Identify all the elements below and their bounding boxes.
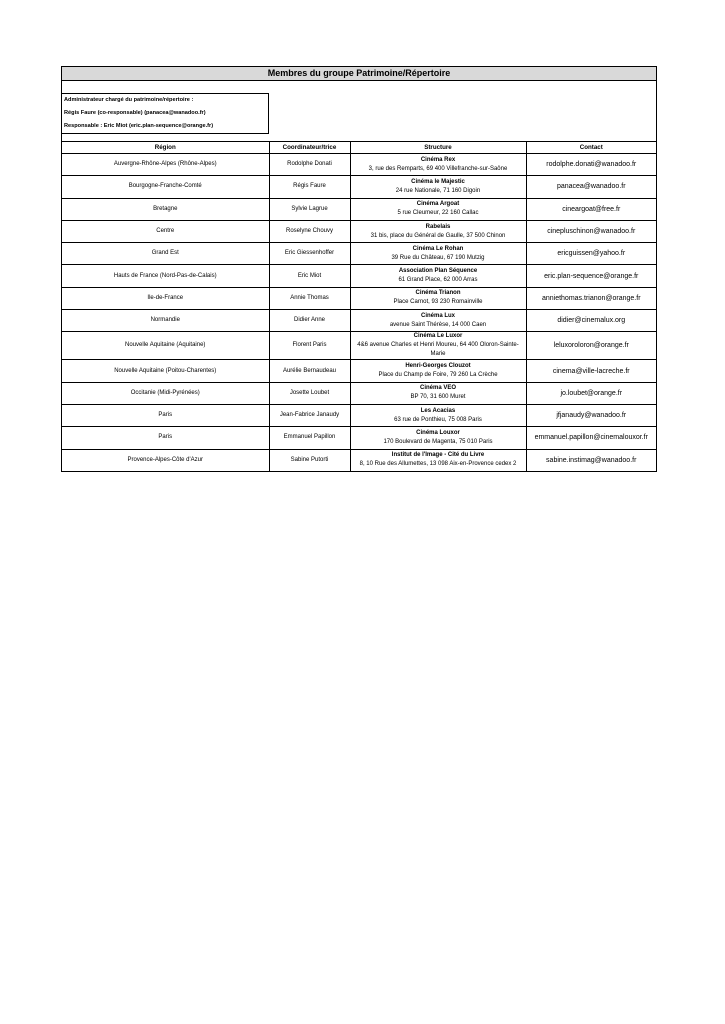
admin-area bbox=[62, 81, 656, 142]
structure-cell bbox=[350, 404, 526, 426]
region-cell: Grand Est bbox=[62, 243, 269, 265]
structure-address: avenue Saint Thérèse, 14 000 Caen bbox=[389, 321, 487, 328]
structure-name: Cinéma Louxor bbox=[416, 429, 460, 436]
contact-email[interactable]: anniethomas.trianon@orange.fr bbox=[526, 287, 656, 309]
structure-address: 3, rue des Remparts, 69 400 Villefranche-sur-Saône bbox=[368, 165, 508, 172]
table-row bbox=[62, 382, 656, 404]
contact-email[interactable]: eric.plan-sequence@orange.fr bbox=[526, 265, 656, 287]
coordinator-cell: Roselyne Chouvy bbox=[269, 220, 350, 242]
header-structure: Structure bbox=[350, 142, 526, 154]
coordinator-cell: Sabine Putorti bbox=[269, 449, 350, 471]
structure-address: Place Carnot, 93 230 Romainville bbox=[393, 299, 483, 306]
structure-cell bbox=[350, 332, 526, 360]
region-cell: Occitanie (Midi-Pyrénées) bbox=[62, 382, 269, 404]
region-cell: Normandie bbox=[62, 310, 269, 332]
structure-name: Les Acacias bbox=[420, 407, 456, 414]
table-row bbox=[62, 176, 656, 198]
structure-name: Association Plan Séquence bbox=[398, 268, 478, 275]
contact-email[interactable]: ericguissen@yahoo.fr bbox=[526, 243, 656, 265]
coordinator-cell: Emmanuel Papillon bbox=[269, 427, 350, 449]
region-cell: Centre bbox=[62, 220, 269, 242]
table-row bbox=[62, 449, 656, 471]
structure-name: Cinéma Le Rohan bbox=[412, 245, 464, 252]
contact-email[interactable]: emmanuel.papillon@cinemalouxor.fr bbox=[526, 427, 656, 449]
admin-line: Administrateur chargé du patrimoine/répertoire : bbox=[64, 97, 194, 103]
structure-address: BP 70, 31 600 Muret bbox=[410, 394, 466, 401]
structure-cell bbox=[350, 449, 526, 471]
structure-address: 63 rue de Ponthieu, 75 008 Paris bbox=[394, 416, 482, 423]
region-cell: Bourgogne-Franche-Comté bbox=[62, 176, 269, 198]
sheet-title: Membres du groupe Patrimoine/Répertoire bbox=[62, 67, 656, 81]
contact-email[interactable]: jo.loubet@orange.fr bbox=[526, 382, 656, 404]
region-cell: Auvergne-Rhône-Alpes (Rhône-Alpes) bbox=[62, 154, 269, 176]
structure-cell bbox=[350, 198, 526, 220]
coordinator-cell: Didier Anne bbox=[269, 310, 350, 332]
table-row bbox=[62, 243, 656, 265]
structure-name: Cinéma Trianon bbox=[415, 290, 461, 297]
region-cell: Ile-de-France bbox=[62, 287, 269, 309]
structure-address: 4&6 avenue Charles et Henri Moureu, 64 400 Oloron-Sainte-Marie bbox=[357, 342, 519, 358]
contact-email[interactable]: cinema@ville-lacreche.fr bbox=[526, 360, 656, 382]
structure-name: Rabelais bbox=[425, 223, 451, 230]
admin-line: Régis Faure (co-responsable) (panacea@wanadoo.fr) bbox=[64, 110, 206, 116]
header-coordinator: Coordinateur/trice bbox=[269, 142, 350, 154]
structure-cell bbox=[350, 220, 526, 242]
table-row bbox=[62, 360, 656, 382]
structure-name: Cinéma Lux bbox=[420, 312, 455, 319]
structure-cell bbox=[350, 176, 526, 198]
structure-address: 5 rue Cleumeur, 22 160 Callac bbox=[397, 210, 479, 217]
coordinator-cell: Florent Paris bbox=[269, 332, 350, 360]
coordinator-cell: Annie Thomas bbox=[269, 287, 350, 309]
contact-email[interactable]: sabine.instimag@wanadoo.fr bbox=[526, 449, 656, 471]
admin-box bbox=[62, 93, 269, 134]
contact-email[interactable]: leluxoroloron@orange.fr bbox=[526, 332, 656, 360]
structure-address: 8, 10 Rue des Allumettes, 13 098 Aix-en-Provence cedex 2 bbox=[359, 461, 517, 468]
admin-line: Responsable : Eric Miot (eric.plan-sequence@orange.fr) bbox=[64, 123, 214, 129]
region-cell: Nouvelle Aquitaine (Aquitaine) bbox=[62, 332, 269, 360]
structure-name: Institut de l'Image - Cité du Livre bbox=[391, 452, 485, 459]
structure-cell bbox=[350, 360, 526, 382]
coordinator-cell: Rodolphe Donati bbox=[269, 154, 350, 176]
structure-address: 170 Boulevard de Magenta, 75 010 Paris bbox=[383, 438, 493, 445]
contact-email[interactable]: panacea@wanadoo.fr bbox=[526, 176, 656, 198]
contact-email[interactable]: didier@cinemalux.org bbox=[526, 310, 656, 332]
structure-address: 31 bis, place du Général de Gaulle, 37 500 Chinon bbox=[370, 232, 506, 239]
table-row bbox=[62, 154, 656, 176]
structure-cell bbox=[350, 310, 526, 332]
structure-name: Cinéma Argoat bbox=[416, 201, 460, 208]
contact-email[interactable]: cineargoat@free.fr bbox=[526, 198, 656, 220]
header-contact: Contact bbox=[526, 142, 656, 154]
structure-name: Cinéma Rex bbox=[420, 156, 456, 163]
table-header-row bbox=[62, 142, 656, 154]
coordinator-cell: Jean-Fabrice Janaudy bbox=[269, 404, 350, 426]
table-row bbox=[62, 332, 656, 360]
structure-cell bbox=[350, 265, 526, 287]
structure-name: Cinéma le Majestic bbox=[411, 178, 465, 185]
table-row bbox=[62, 220, 656, 242]
structure-cell bbox=[350, 427, 526, 449]
coordinator-cell: Eric Giessenhoffer bbox=[269, 243, 350, 265]
structure-address: 39 Rue du Château, 67 190 Mutzig bbox=[391, 254, 485, 261]
structure-name: Henri-Georges Clouzot bbox=[405, 363, 471, 370]
table-row bbox=[62, 198, 656, 220]
coordinator-cell: Josette Loubet bbox=[269, 382, 350, 404]
contact-email[interactable]: jfjanaudy@wanadoo.fr bbox=[526, 404, 656, 426]
coordinator-cell: Eric Miot bbox=[269, 265, 350, 287]
table-row bbox=[62, 265, 656, 287]
structure-cell bbox=[350, 287, 526, 309]
region-cell: Provence-Alpes-Côte d'Azur bbox=[62, 449, 269, 471]
structure-address: 61 Grand Place, 62 000 Arras bbox=[398, 277, 478, 284]
region-cell: Hauts de France (Nord-Pas-de-Calais) bbox=[62, 265, 269, 287]
contact-email[interactable]: cinepluschinon@wanadoo.fr bbox=[526, 220, 656, 242]
members-sheet bbox=[61, 66, 657, 472]
structure-cell bbox=[350, 243, 526, 265]
structure-name: Cinéma Le Luxor bbox=[413, 333, 463, 340]
structure-cell bbox=[350, 154, 526, 176]
header-region: Région bbox=[62, 142, 269, 154]
members-table bbox=[62, 142, 656, 471]
structure-name: Cinéma VEO bbox=[419, 385, 456, 392]
structure-address: 24 rue Nationale, 71 160 Digoin bbox=[395, 187, 481, 194]
table-row bbox=[62, 287, 656, 309]
structure-address: Place du Champ de Foire, 79 260 La Crèche bbox=[378, 372, 498, 379]
region-cell: Bretagne bbox=[62, 198, 269, 220]
table-row bbox=[62, 310, 656, 332]
region-cell: Nouvelle Aquitaine (Poitou-Charentes) bbox=[62, 360, 269, 382]
coordinator-cell: Sylvie Lagrue bbox=[269, 198, 350, 220]
region-cell: Paris bbox=[62, 427, 269, 449]
contact-email[interactable]: rodolphe.donati@wanadoo.fr bbox=[526, 154, 656, 176]
coordinator-cell: Aurélie Bernaudeau bbox=[269, 360, 350, 382]
coordinator-cell: Régis Faure bbox=[269, 176, 350, 198]
region-cell: Paris bbox=[62, 404, 269, 426]
table-row bbox=[62, 427, 656, 449]
table-row bbox=[62, 404, 656, 426]
structure-cell bbox=[350, 382, 526, 404]
